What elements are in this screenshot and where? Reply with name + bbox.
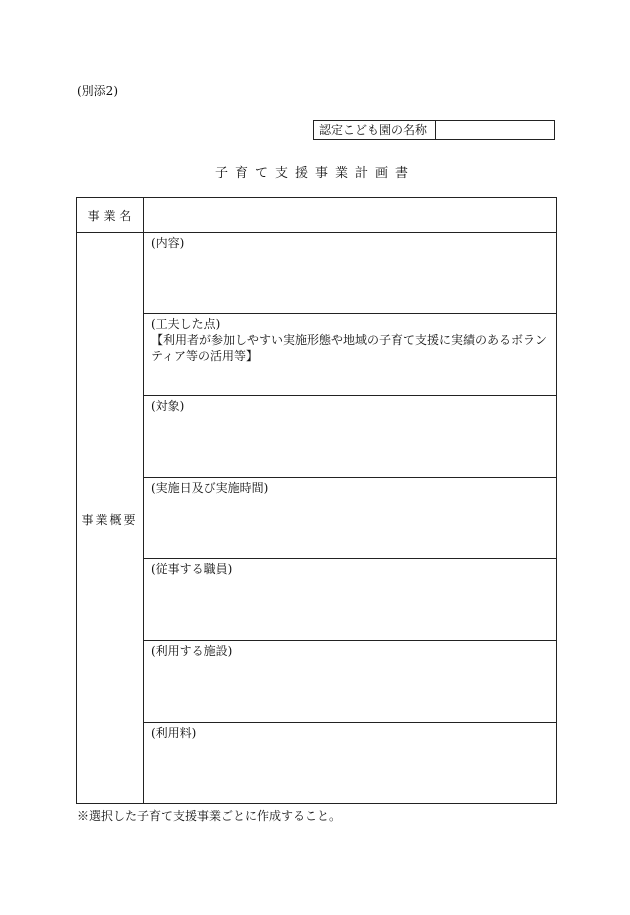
section-label: (従事する職員) [151,562,233,576]
table-row-divider [143,395,557,396]
overview-label: 事業概要 [81,513,138,527]
table-row-divider [143,722,557,723]
table-row-divider [143,558,557,559]
table-column-divider [143,197,144,804]
section-innovation[interactable] [151,316,551,364]
section-staff[interactable] [151,561,551,577]
section-content[interactable] [151,235,551,251]
facility-name-label: 認定こども園の名称 [314,121,436,139]
project-name-label: 事 業 名 [87,209,132,223]
table-row-divider [143,640,557,641]
section-label: (実施日及び実施時間) [151,481,269,495]
section-label: (対象) [151,399,185,413]
document-title: 子育て支援事業計画書 [214,166,415,181]
plan-table [76,197,557,804]
table-row-divider [143,477,557,478]
footnote: ※選択した子育て支援事業ごとに作成すること。 [77,809,342,823]
facility-name-box [313,120,555,140]
section-target[interactable] [151,398,551,414]
facility-name-field[interactable] [436,121,554,139]
table-row-divider [76,232,557,233]
section-label: (工夫した点) [151,317,221,331]
section-fee[interactable] [151,725,551,741]
section-label: (内容) [151,236,185,250]
section-label: (利用する施設) [151,644,233,658]
table-row-divider [143,313,557,314]
section-note: 【利用者が参加しやすい実施形態や地域の子育て支援に実績のあるボランティア等の活用等】 [151,333,548,363]
attachment-label: (別添2) [77,84,118,98]
section-schedule[interactable] [151,480,551,496]
project-name-field[interactable] [144,198,556,232]
section-label: (利用料) [151,726,197,740]
section-facility[interactable] [151,643,551,659]
